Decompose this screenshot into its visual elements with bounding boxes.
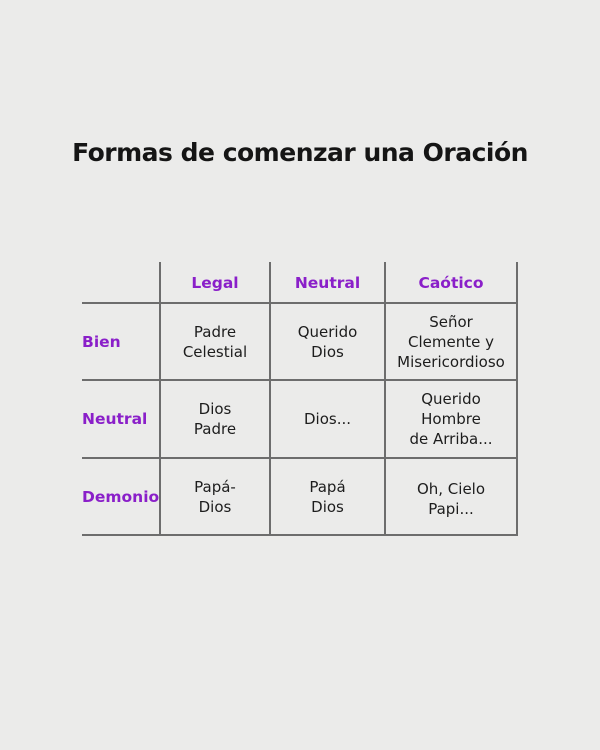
table-corner-cell — [82, 262, 161, 304]
row-header-bien: Bien — [82, 304, 161, 381]
table-cell: Querido Dios — [271, 304, 386, 381]
page-title: Formas de comenzar una Oración — [72, 138, 528, 167]
table-cell: Padre Celestial — [161, 304, 271, 381]
table-cell: Querido Hombre de Arriba... — [386, 381, 518, 459]
row-header-demonio: Demonio — [82, 459, 161, 536]
table-cell: Dios... — [271, 381, 386, 459]
table-cell: Oh, Cielo Papi... — [386, 459, 518, 536]
table-cell: Papá- Dios — [161, 459, 271, 536]
alignment-table — [82, 262, 518, 536]
column-header-neutral: Neutral — [271, 262, 386, 304]
table-cell: Señor Clemente y Misericordioso — [386, 304, 518, 381]
column-header-caotico: Caótico — [386, 262, 518, 304]
table-cell: Dios Padre — [161, 381, 271, 459]
column-header-legal: Legal — [161, 262, 271, 304]
table-cell: Papá Dios — [271, 459, 386, 536]
row-header-neutral: Neutral — [82, 381, 161, 459]
